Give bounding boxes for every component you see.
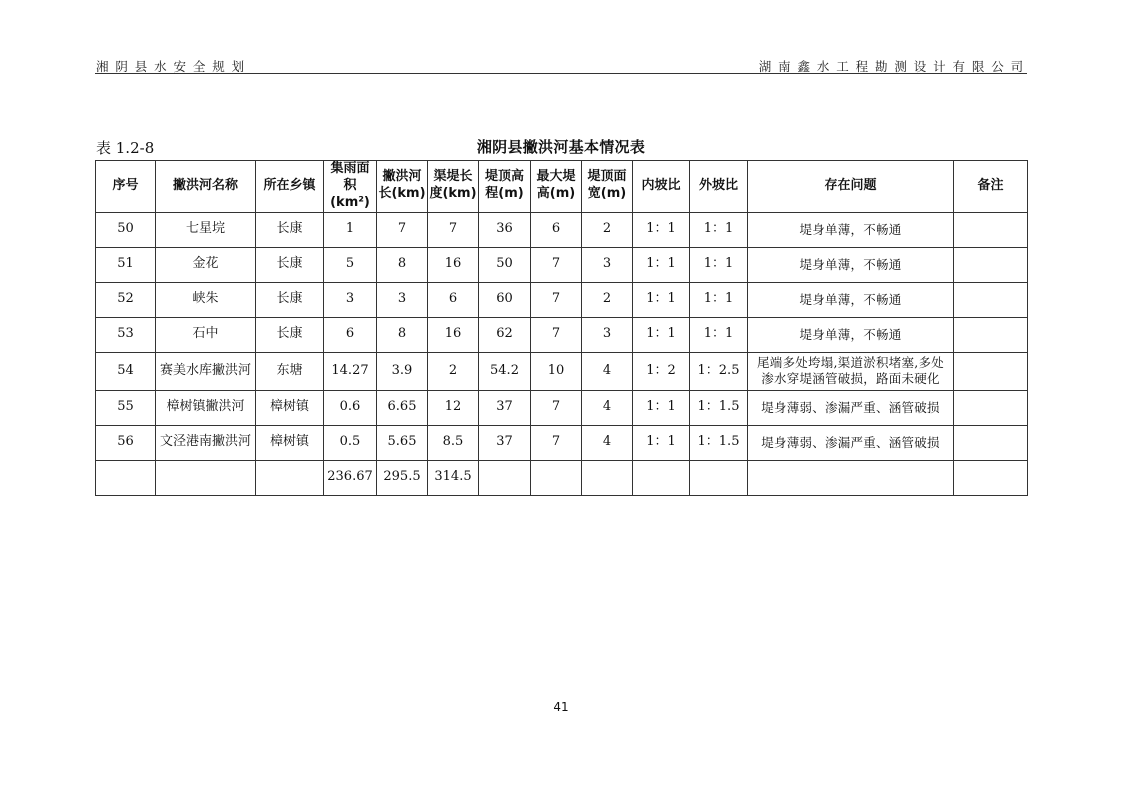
cell-empty [531, 460, 582, 495]
cell-inner-slope: 1：1 [633, 317, 690, 352]
col-header-area: 集雨面 积(km²) [324, 161, 377, 213]
cell-crest-width: 4 [582, 425, 633, 460]
cell-remark [954, 317, 1028, 352]
cell-crest-elevation: 50 [479, 247, 531, 282]
table-row [96, 352, 1028, 390]
cell-max-height: 7 [531, 247, 582, 282]
cell-seq: 53 [96, 317, 156, 352]
cell-area: 1 [324, 212, 377, 247]
cell-max-height: 10 [531, 352, 582, 390]
cell-outer-slope: 1：1.5 [690, 390, 748, 425]
cell-inner-slope: 1：1 [633, 390, 690, 425]
cell-seq: 54 [96, 352, 156, 390]
cell-length: 3 [377, 282, 428, 317]
col-header-crest-elevation: 堤顶高 程(m) [479, 161, 531, 213]
col-header-remark: 备注 [954, 161, 1028, 213]
cell-issues: 堤身薄弱、渗漏严重、涵管破损 [748, 390, 954, 425]
cell-total-length: 295.5 [377, 460, 428, 495]
cell-area: 3 [324, 282, 377, 317]
cell-seq: 55 [96, 390, 156, 425]
cell-empty [479, 460, 531, 495]
cell-name: 樟树镇撇洪河 [156, 390, 256, 425]
cell-max-height: 7 [531, 282, 582, 317]
cell-area: 0.5 [324, 425, 377, 460]
cell-dyke-length: 16 [428, 247, 479, 282]
cell-inner-slope: 1：1 [633, 247, 690, 282]
cell-crest-width: 2 [582, 212, 633, 247]
cell-length: 7 [377, 212, 428, 247]
cell-max-height: 7 [531, 425, 582, 460]
cell-inner-slope: 1：2 [633, 352, 690, 390]
header-document-title: 湘阴县水安全规划 [96, 59, 252, 74]
cell-name: 峡朱 [156, 282, 256, 317]
cell-name: 文泾港南撇洪河 [156, 425, 256, 460]
cell-crest-width: 2 [582, 282, 633, 317]
cell-empty [748, 460, 954, 495]
cell-dyke-length: 16 [428, 317, 479, 352]
cell-issues: 堤身薄弱、渗漏严重、涵管破损 [748, 425, 954, 460]
cell-town: 长康 [256, 247, 324, 282]
cell-empty [96, 460, 156, 495]
cell-issues: 堤身单薄，不畅通 [748, 282, 954, 317]
col-header-crest-width: 堤顶面 宽(m) [582, 161, 633, 213]
cell-max-height: 6 [531, 212, 582, 247]
cell-town: 长康 [256, 212, 324, 247]
header-company-name: 湖南鑫水工程勘测设计有限公司 [758, 59, 1030, 74]
cell-name: 赛美水库撇洪河 [156, 352, 256, 390]
cell-town: 樟树镇 [256, 390, 324, 425]
cell-crest-width: 4 [582, 352, 633, 390]
cell-issues: 堤身单薄，不畅通 [748, 317, 954, 352]
cell-empty [256, 460, 324, 495]
col-header-seq: 序号 [96, 161, 156, 213]
cell-remark [954, 390, 1028, 425]
cell-dyke-length: 2 [428, 352, 479, 390]
cell-total-dyke-length: 314.5 [428, 460, 479, 495]
cell-dyke-length: 8.5 [428, 425, 479, 460]
cell-total-area: 236.67 [324, 460, 377, 495]
cell-crest-elevation: 60 [479, 282, 531, 317]
table-row [96, 247, 1028, 282]
cell-remark [954, 247, 1028, 282]
cell-area: 5 [324, 247, 377, 282]
col-header-max-height: 最大堤 高(m) [531, 161, 582, 213]
cell-inner-slope: 1：1 [633, 425, 690, 460]
cell-seq: 51 [96, 247, 156, 282]
cell-empty [954, 460, 1028, 495]
cell-crest-elevation: 62 [479, 317, 531, 352]
cell-max-height: 7 [531, 390, 582, 425]
cell-crest-width: 3 [582, 317, 633, 352]
table-number: 表 1.2-8 [96, 139, 155, 157]
page-number: 41 [553, 700, 569, 714]
cell-remark [954, 282, 1028, 317]
col-header-outer-slope: 外坡比 [690, 161, 748, 213]
cell-seq: 52 [96, 282, 156, 317]
cell-empty [690, 460, 748, 495]
cell-empty [633, 460, 690, 495]
cell-length: 3.9 [377, 352, 428, 390]
cell-crest-elevation: 37 [479, 425, 531, 460]
col-header-name: 撇洪河名称 [156, 161, 256, 213]
table-row [96, 282, 1028, 317]
col-header-town: 所在乡镇 [256, 161, 324, 213]
col-header-inner-slope: 内坡比 [633, 161, 690, 213]
flood-diversion-table [95, 160, 1028, 496]
cell-length: 8 [377, 247, 428, 282]
cell-issues: 堤身单薄，不畅通 [748, 212, 954, 247]
table-title: 湘阴县撇洪河基本情况表 [476, 138, 646, 156]
cell-town: 樟树镇 [256, 425, 324, 460]
cell-length: 6.65 [377, 390, 428, 425]
table-row [96, 212, 1028, 247]
table-total-row [96, 460, 1028, 495]
table-row [96, 390, 1028, 425]
cell-empty [582, 460, 633, 495]
table-row [96, 425, 1028, 460]
cell-town: 长康 [256, 282, 324, 317]
cell-remark [954, 352, 1028, 390]
cell-area: 14.27 [324, 352, 377, 390]
col-header-length: 撇洪河 长(km) [377, 161, 428, 213]
cell-crest-elevation: 54.2 [479, 352, 531, 390]
cell-dyke-length: 6 [428, 282, 479, 317]
cell-crest-width: 3 [582, 247, 633, 282]
cell-name: 金花 [156, 247, 256, 282]
cell-issues: 堤身单薄，不畅通 [748, 247, 954, 282]
table-row [96, 317, 1028, 352]
cell-crest-width: 4 [582, 390, 633, 425]
cell-outer-slope: 1：1 [690, 317, 748, 352]
cell-area: 0.6 [324, 390, 377, 425]
cell-issues: 尾端多处垮塌,渠道淤积堵塞,多处 渗水穿堤涵管破损，路面未硬化 [748, 352, 954, 390]
cell-crest-elevation: 37 [479, 390, 531, 425]
cell-crest-elevation: 36 [479, 212, 531, 247]
cell-remark [954, 212, 1028, 247]
cell-outer-slope: 1：1 [690, 282, 748, 317]
cell-dyke-length: 12 [428, 390, 479, 425]
cell-town: 东塘 [256, 352, 324, 390]
cell-outer-slope: 1：2.5 [690, 352, 748, 390]
cell-length: 5.65 [377, 425, 428, 460]
cell-empty [156, 460, 256, 495]
cell-length: 8 [377, 317, 428, 352]
table-header-row [96, 161, 1028, 213]
cell-outer-slope: 1：1.5 [690, 425, 748, 460]
header-rule [95, 73, 1027, 74]
cell-seq: 50 [96, 212, 156, 247]
col-header-issues: 存在问题 [748, 161, 954, 213]
cell-name: 石中 [156, 317, 256, 352]
col-header-dyke-length: 渠堤长 度(km) [428, 161, 479, 213]
cell-name: 七星垸 [156, 212, 256, 247]
cell-inner-slope: 1：1 [633, 212, 690, 247]
cell-dyke-length: 7 [428, 212, 479, 247]
cell-outer-slope: 1：1 [690, 212, 748, 247]
cell-remark [954, 425, 1028, 460]
cell-inner-slope: 1：1 [633, 282, 690, 317]
cell-town: 长康 [256, 317, 324, 352]
cell-area: 6 [324, 317, 377, 352]
cell-seq: 56 [96, 425, 156, 460]
cell-max-height: 7 [531, 317, 582, 352]
cell-outer-slope: 1：1 [690, 247, 748, 282]
